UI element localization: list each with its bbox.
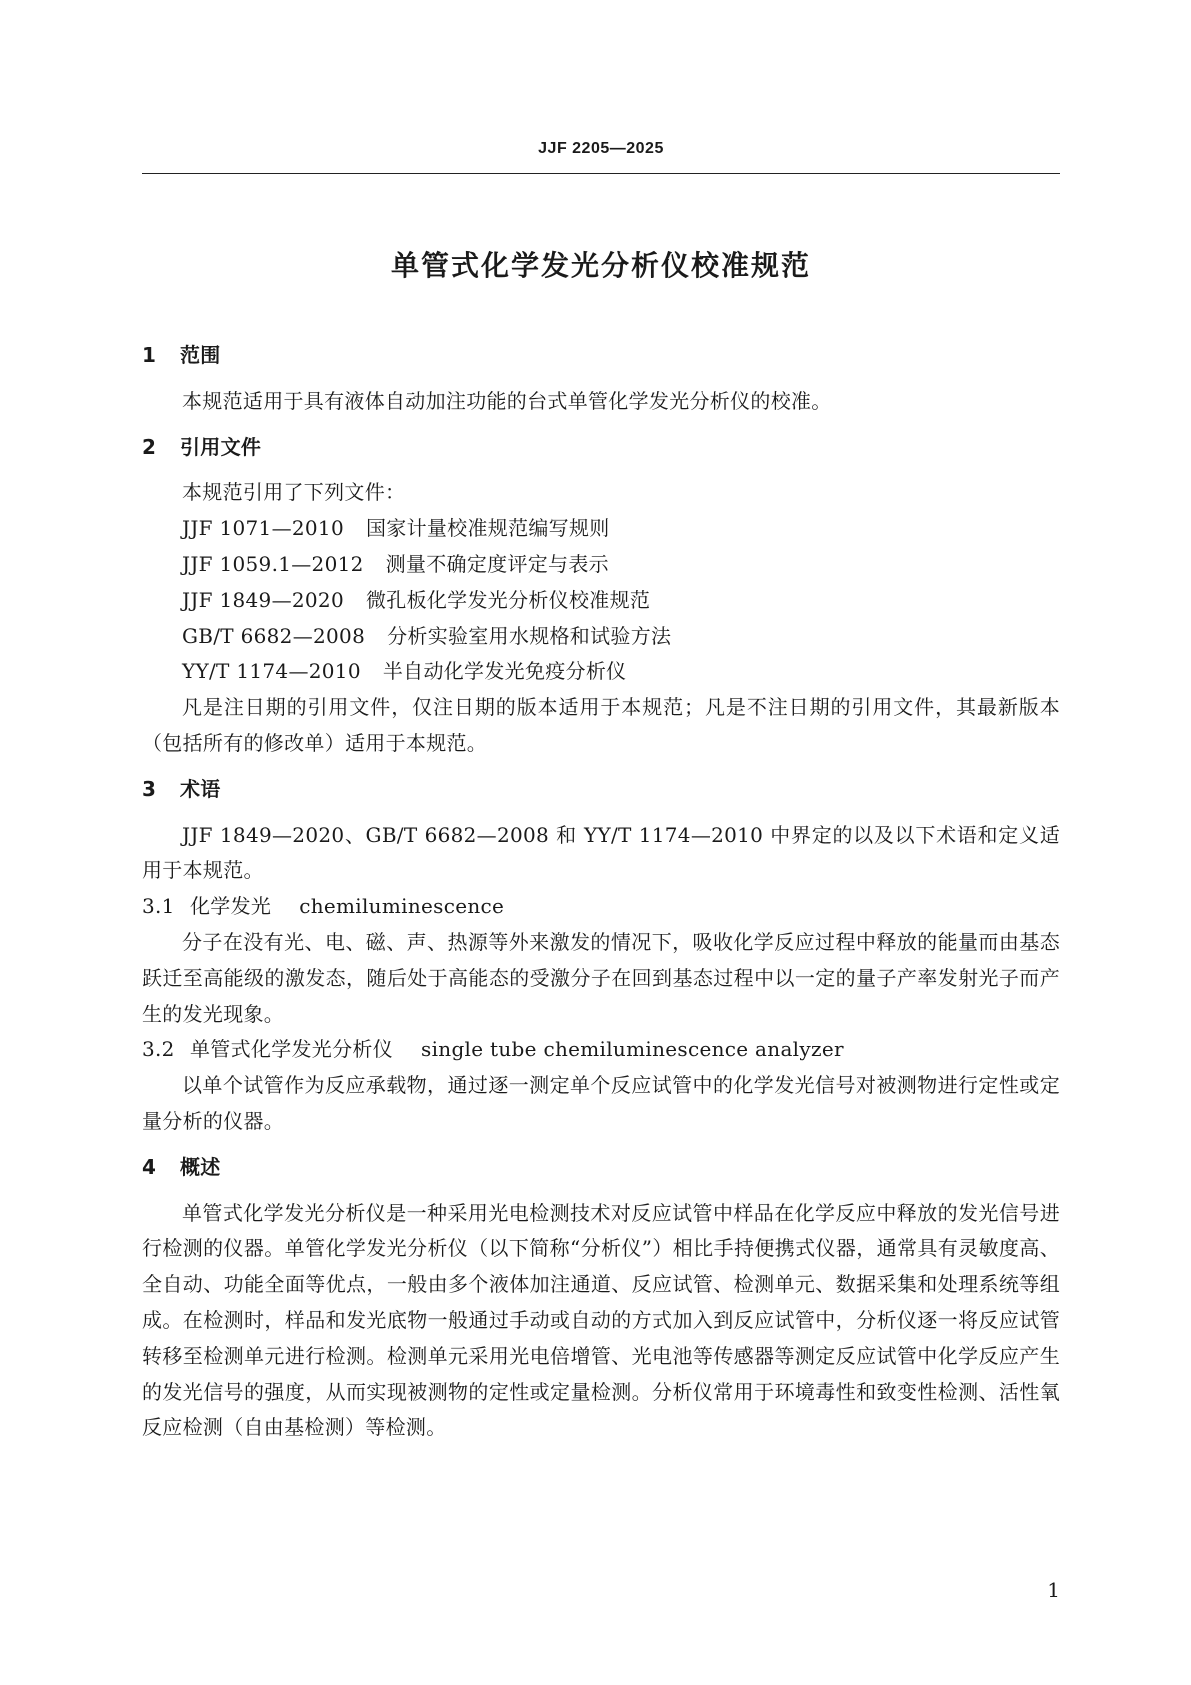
section-title: 引用文件 — [180, 434, 262, 459]
reference-code: GB/T 6682—2008 — [182, 623, 366, 648]
section-number: 2 — [142, 434, 157, 459]
section-heading-terms — [142, 772, 1060, 808]
term-definition: 以单个试管作为反应承载物，通过逐一测定单个反应试管中的化学发光信号对被测物进行定性或定量分析的仪器。 — [142, 1073, 1060, 1133]
term-entry — [142, 889, 1060, 925]
section-number: 1 — [142, 343, 157, 367]
term-entry — [142, 1032, 1060, 1068]
term-english: single tube chemiluminescence analyzer — [421, 1037, 844, 1062]
reference-title: 测量不确定度评定与表示 — [385, 551, 609, 576]
reference-item — [142, 511, 1060, 547]
reference-code: YY/T 1174—2010 — [182, 659, 361, 684]
section-title: 术语 — [180, 776, 221, 801]
reference-item — [142, 547, 1060, 583]
terms-intro: JJF 1849—2020、GB/T 6682—2008 和 YY/T 1174—2010 中界定的以及以下术语和定义适用于本规范。 — [142, 822, 1060, 883]
term-number: 3.1 — [142, 894, 175, 919]
section-number: 3 — [142, 776, 157, 801]
term-chinese: 化学发光 — [190, 894, 272, 919]
standard-code-header: JJF 2205—2025 — [538, 140, 664, 157]
page-number: 1 — [1047, 1578, 1060, 1602]
reference-title: 国家计量校准规范编写规则 — [365, 516, 610, 541]
scope-paragraph: 本规范适用于具有液体自动加注功能的台式单管化学发光分析仪的校准。 — [182, 388, 832, 413]
section-number: 4 — [142, 1154, 157, 1179]
section-heading-overview — [142, 1150, 1060, 1186]
term-english: chemiluminescence — [299, 894, 505, 919]
references-note: 凡是注日期的引用文件，仅注日期的版本适用于本规范；凡是不注日期的引用文件，其最新版本（包括所有的修改单）适用于本规范。 — [142, 695, 1060, 755]
reference-code: JJF 1849—2020 — [182, 587, 344, 612]
term-number: 3.2 — [142, 1037, 175, 1062]
reference-code: JJF 1059.1—2012 — [182, 551, 364, 576]
term-definition: 分子在没有光、电、磁、声、热源等外来激发的情况下，吸收化学反应过程中释放的能量而由基态跃迁至高能级的激发态，随后处于高能态的受激分子在回到基态过程中以一定的量子产率发射光子而产生的发光现象。 — [142, 929, 1060, 1026]
header-rule — [142, 173, 1060, 174]
section-heading-references — [142, 430, 1060, 466]
document-title: 单管式化学发光分析仪校准规范 — [390, 249, 811, 282]
section-heading-scope — [142, 338, 1060, 374]
reference-item — [142, 619, 1060, 655]
reference-item — [142, 583, 1060, 619]
reference-title: 半自动化学发光免疫分析仪 — [382, 659, 627, 684]
term-chinese: 单管式化学发光分析仪 — [190, 1037, 393, 1062]
reference-title: 微孔板化学发光分析仪校准规范 — [365, 587, 651, 612]
reference-item — [142, 654, 1060, 690]
references-intro: 本规范引用了下列文件： — [182, 480, 406, 505]
section-title: 范围 — [180, 343, 221, 367]
reference-title: 分析实验室用水规格和试验方法 — [387, 623, 672, 648]
reference-code: JJF 1071—2010 — [182, 516, 344, 541]
section-title: 概述 — [180, 1154, 221, 1179]
overview-paragraph: 单管式化学发光分析仪是一种采用光电检测技术对反应试管中样品在化学反应中释放的发光信号进行检测的仪器。单管化学发光分析仪（以下简称“分析仪”）相比手持便携式仪器，通常具有灵敏度高、全自动、功能全面等优点，一般由多个液体加注通道、反应试管、检测单元、数据采集和处理系统等组成。在检测时，样品和发光底物一般通过手动或自动的方式加入到反应试管中，分析仪逐一将反应试管转移至检测单元进行检测。检测单元采用光电倍增管、光电池等传感器等测定反应试管中化学反应产生的发光信号的强度，从而实现被测物的定性或定量检测。分析仪常用于环境毒性和致变性检测、活性氧反应检测（自由基检测）等检测。 — [142, 1200, 1060, 1440]
document-body — [142, 338, 1060, 1446]
